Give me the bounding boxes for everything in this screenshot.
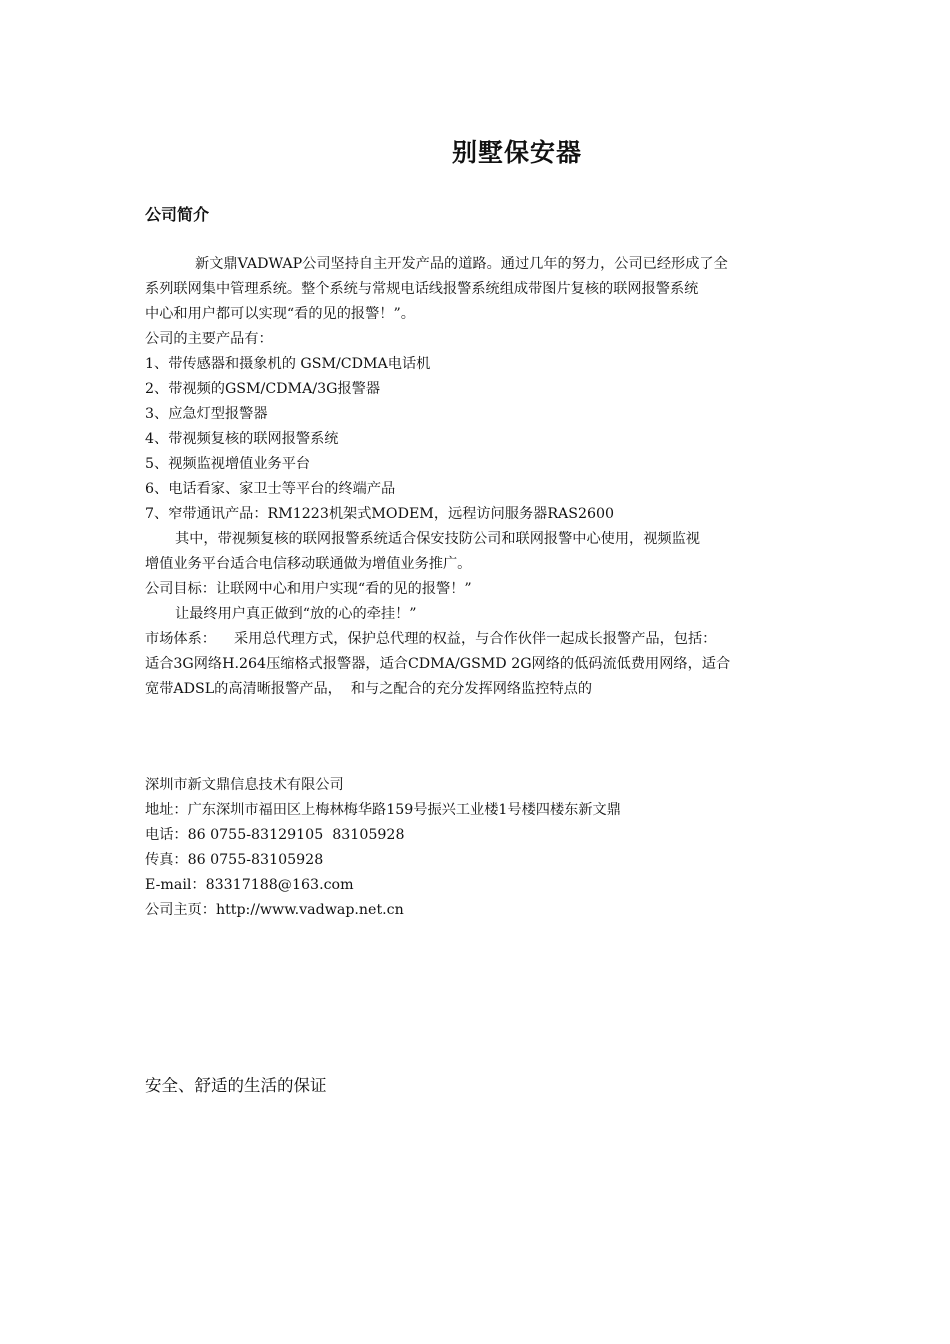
- product-item: 6、电话看家、家卫士等平台的终端产品: [145, 481, 396, 497]
- product-item: 1、带传感器和摄象机的 GSM/CDMA电话机: [145, 356, 431, 372]
- address: 地址：广东深圳市福田区上梅林梅华路159号振兴工业楼1号楼四楼东新文鼎: [145, 802, 621, 818]
- contact-block: [145, 773, 815, 923]
- phone: 电话：86 0755-83129105 83105928: [145, 827, 405, 843]
- product-item: 4、带视频复核的联网报警系统: [145, 431, 339, 447]
- section-heading: 公司简介: [145, 205, 210, 224]
- product-item: 2、带视频的GSM/CDMA/3G报警器: [145, 381, 381, 397]
- product-item: 3、应急灯型报警器: [145, 406, 268, 422]
- market-line: 市场体系： 采用总代理方式，保护总代理的权益，与合作伙伴一起成长报警产品，包括：: [145, 631, 717, 647]
- homepage: 公司主页：http://www.vadwap.net.cn: [145, 902, 404, 918]
- document-title: 别墅保安器: [451, 138, 582, 167]
- market-line: 宽带ADSL的高清晰报警产品， 和与之配合的充分发挥网络监控特点的: [145, 681, 593, 697]
- intro-line: 系列联网集中管理系统。整个系统与常规电话线报警系统组成带图片复核的联网报警系统: [145, 281, 699, 297]
- intro-line: 新文鼎VADWAP公司坚持自主开发产品的道路。通过几年的努力，公司已经形成了全: [195, 256, 728, 272]
- company-name: 深圳市新文鼎信息技术有限公司: [145, 777, 344, 793]
- market-line: 适合3G网络H.264压缩格式报警器，适合CDMA/GSMD 2G网络的低码流低费用网络，适合: [145, 656, 731, 672]
- usage-line: 增值业务平台适合电信移动联通做为增值业务推广。: [145, 556, 472, 572]
- usage-line: 其中，带视频复核的联网报警系统适合保安技防公司和联网报警中心使用，视频监视: [175, 531, 700, 547]
- slogan: 安全、舒适的生活的保证: [145, 1076, 327, 1095]
- product-item: 5、视频监视增值业务平台: [145, 456, 311, 472]
- products-heading: 公司的主要产品有：: [145, 331, 273, 347]
- goal-line-2: 让最终用户真正做到“放的心的牵挂！”: [175, 606, 417, 622]
- fax: 传真：86 0755-83105928: [145, 852, 324, 868]
- goal-line: 公司目标：让联网中心和用户实现“看的见的报警！”: [145, 581, 472, 597]
- email: E-mail：83317188@163.com: [145, 877, 354, 893]
- intro-line: 中心和用户都可以实现“看的见的报警！”。: [145, 306, 415, 322]
- company-intro: [145, 252, 815, 702]
- product-item: 7、窄带通讯产品：RM1223机架式MODEM，远程访问服务器RAS2600: [145, 506, 615, 522]
